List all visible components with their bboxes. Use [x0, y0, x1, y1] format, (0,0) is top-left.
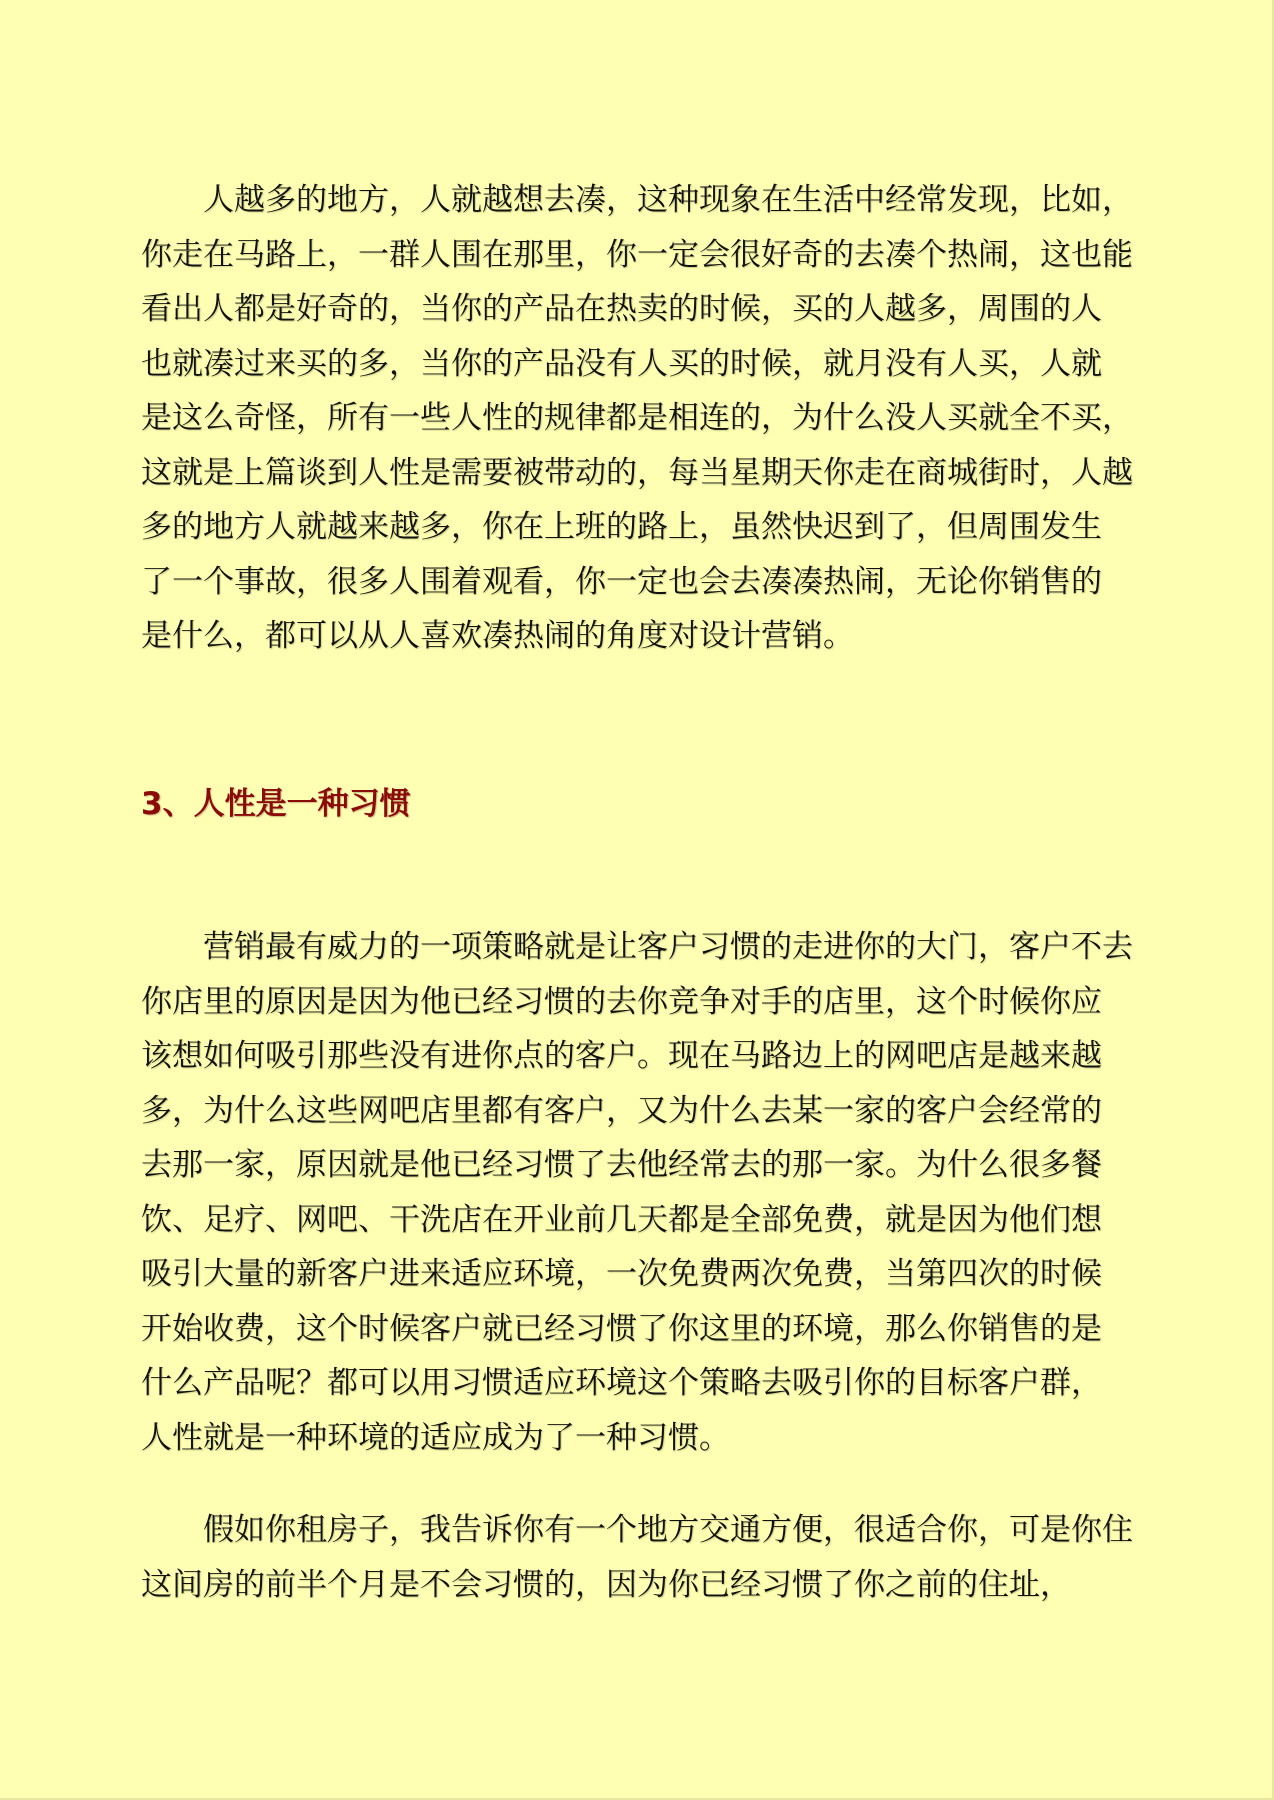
text-line: 饮、足疗、网吧、干洗店在开业前几天都是全部免费，就是因为他们想 [141, 1201, 1102, 1238]
text-line: 吸引大量的新客户进来适应环境，一次免费两次免费，当第四次的时候 [141, 1256, 1102, 1292]
text-line: 营销最有威力的一项策略就是让客户习惯的走进你的大门，客户不去 [141, 929, 1133, 965]
text-line: 该想如何吸引那些没有进你点的客户。现在马路边上的网吧店是越来越 [141, 1038, 1102, 1074]
paragraph-crowd [141, 173, 1241, 664]
text-line: 假如你租房子，我告诉你有一个地方交通方便，很适合你，可是你住 [141, 1512, 1133, 1548]
text-line: 这间房的前半个月是不会习惯的，因为你已经习惯了你之前的住址， [141, 1566, 1071, 1603]
text-line: 去那一家，原因就是他已经习惯了去他经常去的那一家。为什么很多餐 [141, 1147, 1102, 1183]
paragraph-renting [141, 1503, 1241, 1612]
text-line: 人越多的地方，人就越想去凑，这种现象在生活中经常发现，比如， [141, 182, 1133, 218]
text-line: 你店里的原因是因为他已经习惯的去你竞争对手的店里，这个时候你应 [141, 983, 1102, 1020]
section-heading: 3、人性是一种习惯 [141, 786, 411, 822]
paragraph-habit [141, 920, 1241, 1465]
text-line: 这就是上篇谈到人性是需要被带动的，每当星期天你走在商城街时，人越 [141, 454, 1133, 491]
text-line: 多，为什么这些网吧店里都有客户，又为什么去某一家的客户会经常的 [141, 1092, 1102, 1129]
text-line: 是什么，都可以从人喜欢凑热闹的角度对设计营销。 [141, 618, 854, 654]
text-line: 多的地方人就越来越多，你在上班的路上，虽然快迟到了，但周围发生 [141, 509, 1102, 545]
text-line: 看出人都是好奇的，当你的产品在热卖的时候，买的人越多，周围的人 [141, 291, 1102, 327]
text-line: 什么产品呢？都可以用习惯适应环境这个策略去吸引你的目标客户群， [141, 1365, 1102, 1401]
text-line: 你走在马路上，一群人围在那里，你一定会很好奇的去凑个热闹，这也能 [141, 236, 1133, 273]
text-line: 了一个事故，很多人围着观看，你一定也会去凑凑热闹，无论你销售的 [141, 563, 1102, 600]
text-line: 也就凑过来买的多，当你的产品没有人买的时候，就月没有人买，人就 [141, 345, 1102, 382]
text-line: 是这么奇怪，所有一些人性的规律都是相连的，为什么没人买就全不买， [141, 400, 1133, 436]
text-line: 开始收费，这个时候客户就已经习惯了你这里的环境，那么你销售的是 [141, 1310, 1102, 1347]
text-line: 人性就是一种环境的适应成为了一种习惯。 [141, 1419, 730, 1456]
